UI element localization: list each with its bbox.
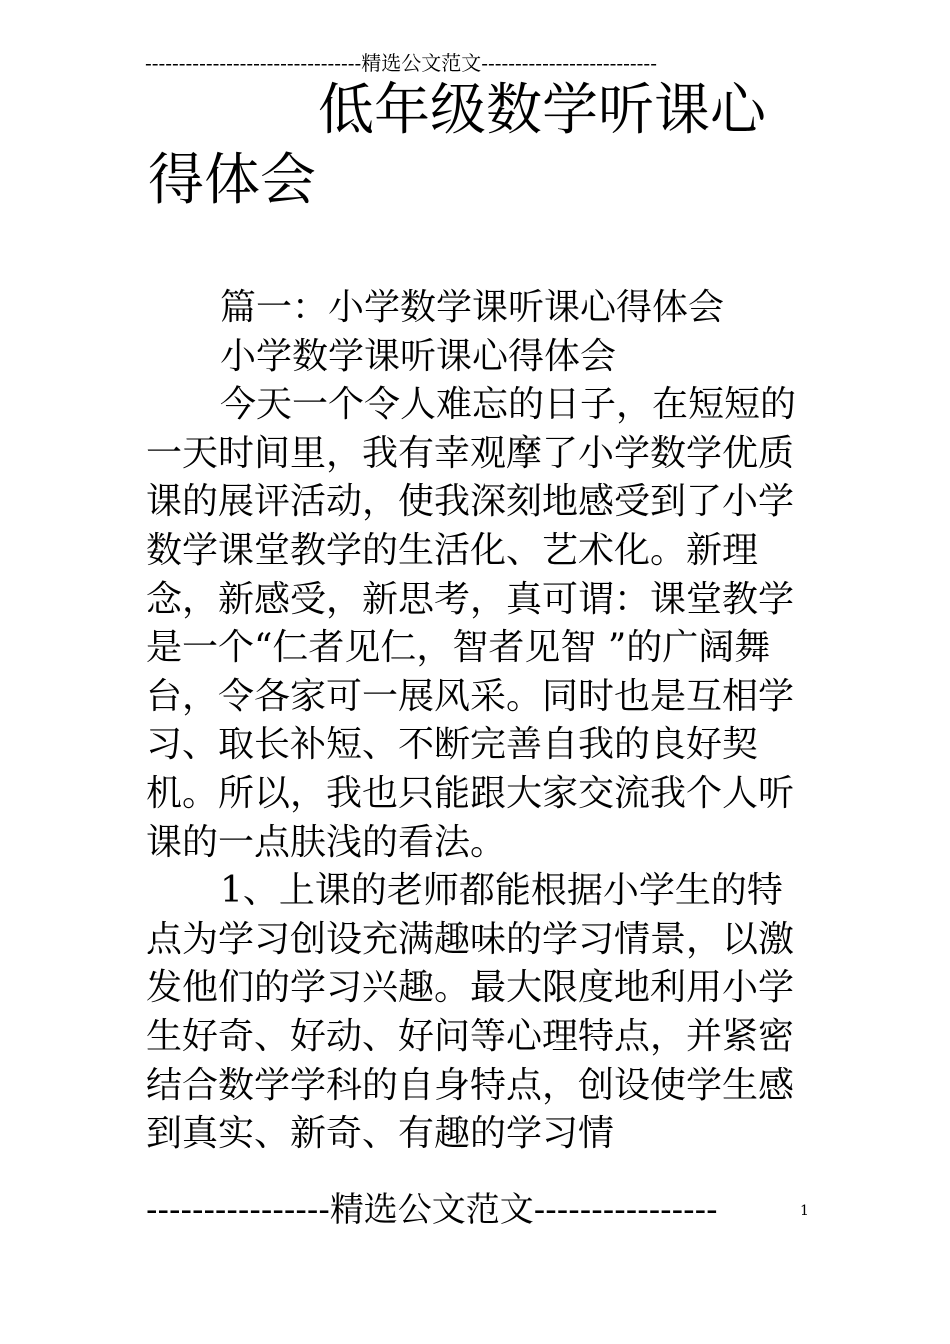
paragraph-subtitle: 小学数学课听课心得体会: [220, 335, 617, 377]
document-title: 低年级数学听课心得体会: [148, 78, 766, 213]
paragraph-intro: 今天一个令人难忘的日子，在短短的一天时间里，我有幸观摩了小学数学优质课的展评活动，使我深刻地感受到了小学数学课堂教学的生活化、艺术化。新理念，新感受，新思考，真可谓：课堂教学是一个“仁者见仁，智者见智 ”的广阔舞台，令各家可一展风采。同时也是互相学习、取长补短、不断完善自我的良好契机。所以，我也只能跟大家交流我个人听课的一点肤浅的看法。: [146, 384, 797, 863]
paragraph-section-heading: 篇一：小学数学课听课心得体会: [220, 287, 725, 328]
document-body: [146, 284, 812, 1159]
page-number: 1: [800, 1203, 809, 1219]
page-header: --------------------------------精选公文范文--------------------------: [145, 51, 657, 75]
paragraph-point-1: 1、上课的老师都能根据小学生的特点为学习创设充满趣味的学习情景，以激发他们的学习兴趣。最大限度地利用小学生好奇、好动、好问等心理特点，并紧密结合数学学科的自身特点，创设使学生感到真实、新奇、有趣的学习情: [146, 870, 795, 1155]
page-footer: ----------------精选公文范文----------------: [146, 1190, 718, 1230]
